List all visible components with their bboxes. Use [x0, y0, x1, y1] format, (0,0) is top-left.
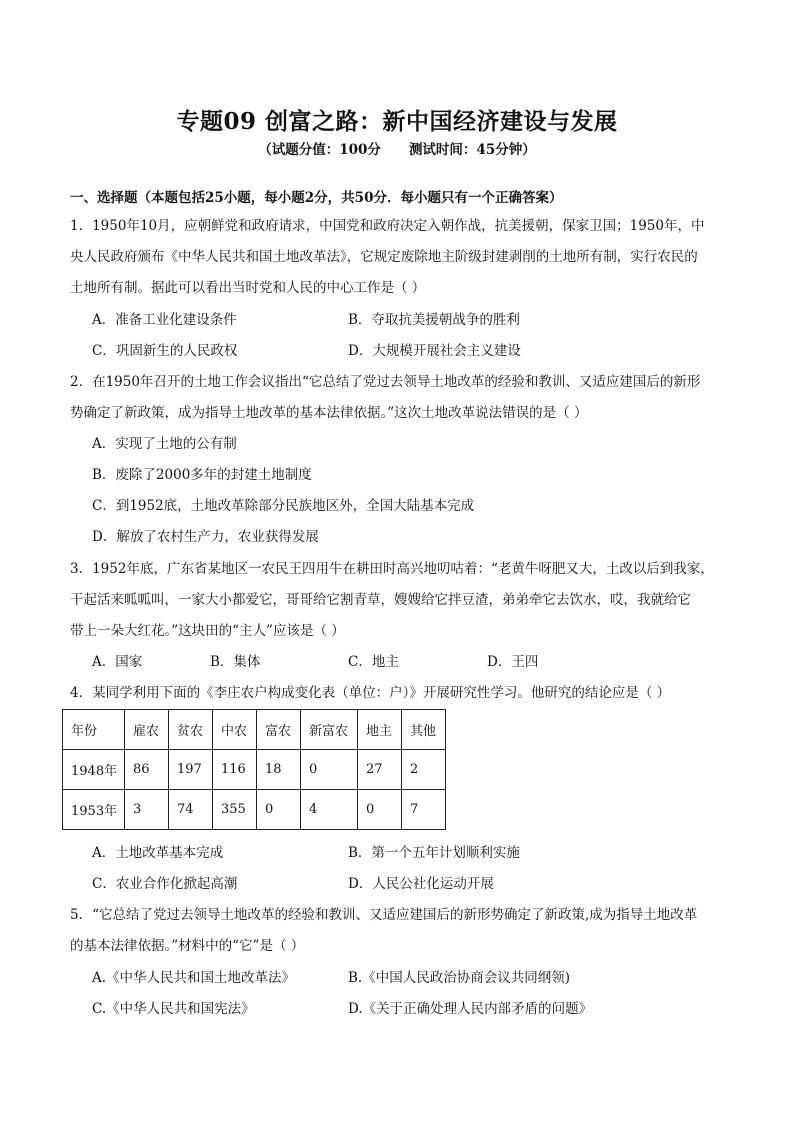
table-header-cell: 贫农 — [169, 710, 213, 750]
q2-line-1: 2．在1950年召开的土地工作会议指出“它总结了党过去领导土地改革的经验和教训、又适应建国后的新形 — [70, 374, 701, 390]
q4-option-d[interactable]: D．人民公社化运动开展 — [348, 876, 494, 892]
q2-option-c[interactable]: C．到1952底，土地改革除部分民族地区外，全国大陆基本完成 — [92, 498, 475, 514]
table-header-cell: 地主 — [358, 710, 402, 750]
time-info: 测试时间：45分钟） — [408, 142, 536, 158]
table-cell: 355 — [213, 790, 257, 830]
table-cell: 2 — [402, 750, 446, 790]
q1-option-c[interactable]: C．巩固新生的人民政权 — [92, 343, 238, 359]
q3-option-a[interactable]: A．国家 — [92, 654, 143, 670]
q5-line-2: 的基本法律依据。”材料中的“它”是（ ） — [70, 938, 305, 954]
q3-option-d[interactable]: D．王四 — [487, 654, 539, 670]
q1-option-b[interactable]: B．夺取抗美援朝战争的胜利 — [348, 312, 520, 328]
table-row — [63, 750, 446, 790]
q3-option-b[interactable]: B．集体 — [210, 654, 261, 670]
q3-line-1: 3．1952年底，广东省某地区一农民王四用牛在耕田时高兴地叨咕着：“老黄牛呀肥又大，土改以后到我家， — [70, 561, 714, 577]
q5-option-c[interactable]: C.《中华人民共和国宪法》 — [92, 1001, 255, 1017]
table-cell: 1948年 — [63, 750, 125, 790]
table-row — [63, 790, 446, 830]
q1-line-1: 1．1950年10月，应朝鲜党和政府请求，中国党和政府决定入朝作战，抗美援朝，保家卫国；1950年，中 — [70, 218, 705, 234]
table-cell: 3 — [125, 790, 169, 830]
q3-option-c[interactable]: C．地主 — [348, 654, 399, 670]
section-heading: 一、选择题（本题包括25小题，每小题2分，共50分．每小题只有一个正确答案） — [70, 190, 563, 206]
q3-line-2: 干起活来呱呱叫，一家大小都爱它，哥哥给它割青草，嫂嫂给它拌豆渣，弟弟牵它去饮水，哎，我就给它 — [70, 592, 691, 608]
table-header-row — [63, 710, 446, 750]
table-cell: 74 — [169, 790, 213, 830]
table-header-cell: 新富农 — [301, 710, 358, 750]
q2-option-a[interactable]: A．实现了土地的公有制 — [92, 436, 237, 452]
table-header-cell: 富农 — [257, 710, 301, 750]
q1-option-d[interactable]: D．大规模开展社会主义建设 — [348, 343, 521, 359]
table-header-cell: 年份 — [63, 710, 125, 750]
q4-option-b[interactable]: B．第一个五年计划顺利实施 — [348, 845, 520, 861]
table-cell: 4 — [301, 790, 358, 830]
table-cell: 116 — [213, 750, 257, 790]
households-table — [62, 709, 446, 830]
score-info: （试题分值：100分 — [258, 142, 381, 158]
q2-option-d[interactable]: D．解放了农村生产力，农业获得发展 — [92, 529, 319, 545]
page-subtitle — [0, 138, 794, 158]
table-cell: 0 — [301, 750, 358, 790]
q1-line-2: 央人民政府颁布《中华人民共和国土地改革法》，它规定废除地主阶级封建剥削的土地所有制，实行农民的 — [70, 249, 698, 265]
q5-line-1: 5．“它总结了党过去领导土地改革的经验和教训、又适应建国后的新形势确定了新政策,成为指导土地改革 — [70, 907, 698, 923]
table-header-cell: 其他 — [402, 710, 446, 750]
table-cell: 197 — [169, 750, 213, 790]
q5-option-d[interactable]: D.《关于正确处理人民内部矛盾的问题》 — [348, 1001, 593, 1017]
q4-option-a[interactable]: A．土地改革基本完成 — [92, 845, 224, 861]
table-cell: 0 — [358, 790, 402, 830]
table-cell: 18 — [257, 750, 301, 790]
q4-line-1: 4．某同学利用下面的《李庄农户构成变化表（单位：户）》开展研究性学习。他研究的结论应是（ ） — [70, 685, 671, 701]
q4-option-c[interactable]: C．农业合作化掀起高潮 — [92, 876, 238, 892]
q1-option-a[interactable]: A．准备工业化建设条件 — [92, 312, 237, 328]
table-cell: 86 — [125, 750, 169, 790]
q2-option-b[interactable]: B．废除了2000多年的封建土地制度 — [92, 467, 312, 483]
table-cell: 7 — [402, 790, 446, 830]
q5-option-a[interactable]: A.《中华人民共和国土地改革法》 — [92, 970, 296, 986]
table-cell: 27 — [358, 750, 402, 790]
q1-line-3: 土地所有制。据此可以看出当时党和人民的中心工作是（ ） — [70, 280, 426, 296]
table-cell: 0 — [257, 790, 301, 830]
q2-line-2: 势确定了新政策，成为指导土地改革的基本法律依据。”这次土地改革说法错误的是（ ） — [70, 405, 588, 421]
table-header-cell: 中农 — [213, 710, 257, 750]
table-header-cell: 雇农 — [125, 710, 169, 750]
table-cell: 1953年 — [63, 790, 125, 830]
q5-option-b[interactable]: B.《中国人民政治协商会议共同纲领) — [348, 970, 570, 986]
page-title: 专题09 创富之路：新中国经济建设与发展 — [176, 108, 618, 135]
q3-line-3: 带上一朵大红花。”这块田的“主人”应该是（ ） — [70, 623, 345, 639]
